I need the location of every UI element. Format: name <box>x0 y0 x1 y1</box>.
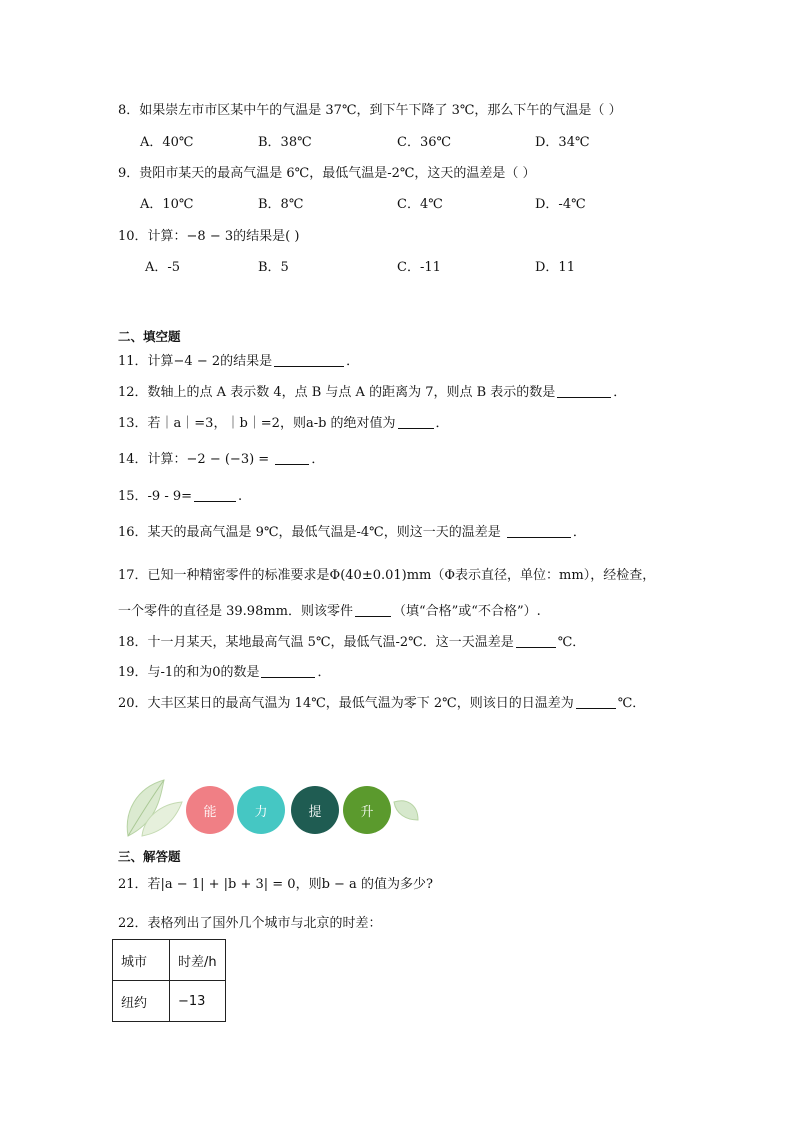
question-8: 8．如果崇左市市区某中午的气温是 37℃，到下午下降了 3℃，那么下午的气温是（ ） <box>118 103 622 118</box>
q12-text: 12．数轴上的点 A 表示数 4，点 B 与点 A 的距离为 7，则点 B 表示的数是 <box>118 385 556 400</box>
q19-text: 19．与-1的和为0的数是 <box>118 665 260 680</box>
q16-end: ． <box>572 525 586 540</box>
q17-end: （填“合格”或“不合格”）. <box>393 604 541 619</box>
table-row <box>113 981 226 1022</box>
question-16 <box>118 524 586 542</box>
question-14 <box>118 451 324 469</box>
q12-blank[interactable] <box>557 384 611 398</box>
question-9: 9．贵阳市某天的最高气温是 6℃，最低气温是-2℃，这天的温差是（ ） <box>118 166 536 181</box>
q12-end: ． <box>613 385 627 400</box>
banner-char-4: 升 <box>360 804 374 820</box>
question-17-line-2 <box>118 603 541 621</box>
question-22: 22．表格列出了国外几个城市与北京的时差： <box>118 916 382 931</box>
q10-option-b: B．5 <box>258 260 289 275</box>
q20-text: 20．大丰区某日的最高气温为 14℃，最低气温为零下 2℃，则该日的日温差为 <box>118 696 574 711</box>
question-10: 10．计算：−8 − 3的结果是( ) <box>118 229 300 244</box>
section-title-answer: 三、解答题 <box>118 849 181 864</box>
question-11 <box>118 353 359 371</box>
q11-blank[interactable] <box>274 353 344 367</box>
q13-end: ． <box>435 416 449 431</box>
q20-blank[interactable] <box>576 695 616 709</box>
q9-option-c: C．4℃ <box>397 197 443 212</box>
banner-char-1: 能 <box>203 804 217 820</box>
small-leaf-icon <box>392 796 422 826</box>
question-12 <box>118 384 626 402</box>
q15-blank[interactable] <box>194 488 236 502</box>
table-header-cell: 城市 <box>113 940 170 981</box>
banner-circle-2 <box>237 786 285 834</box>
q8-option-d: D．34℃ <box>535 135 590 150</box>
q9-option-d: D．-4℃ <box>535 197 586 212</box>
q16-text: 16．某天的最高气温是 9℃，最低气温是-4℃，则这一天的温差是 <box>118 525 505 540</box>
question-13 <box>118 415 449 433</box>
q8-option-b: B．38℃ <box>258 135 312 150</box>
section-title-fill-blank: 二、填空题 <box>118 329 181 344</box>
q18-end: ℃． <box>557 635 586 650</box>
table-header-row <box>113 940 226 981</box>
q14-text: 14．计算：−2 − (−3) = <box>118 452 274 467</box>
q18-text: 18．十一月某天，某地最高气温 5℃，最低气温-2℃．这一天温差是 <box>118 635 514 650</box>
q20-end: ℃． <box>617 696 646 711</box>
time-difference-table <box>112 939 226 1022</box>
question-19 <box>118 664 331 682</box>
table-cell-diff: −13 <box>170 981 226 1022</box>
q9-option-a: A．10℃ <box>140 197 194 212</box>
q14-blank[interactable] <box>275 451 309 465</box>
banner-circle-1 <box>186 786 234 834</box>
question-17-line-1: 17．已知一种精密零件的标准要求是Φ(40±0.01)mm（Φ表示直径，单位：mm），经检查， <box>118 568 656 583</box>
q9-option-b: B．8℃ <box>258 197 304 212</box>
q18-blank[interactable] <box>516 634 556 648</box>
table-cell-city: 纽约 <box>113 981 170 1022</box>
banner-circle-4 <box>343 786 391 834</box>
table-header-cell: 时差/h <box>170 940 226 981</box>
banner-char-3: 提 <box>308 804 322 820</box>
q15-text: 15．-9 - 9= <box>118 489 193 504</box>
q13-text: 13．若｜a｜=3，｜b｜=2，则a-b 的绝对值为 <box>118 416 396 431</box>
q10-option-c: C．-11 <box>397 260 441 275</box>
q17-blank[interactable] <box>355 603 391 617</box>
q19-blank[interactable] <box>261 664 315 678</box>
q13-blank[interactable] <box>398 415 434 429</box>
q11-text: 11．计算−4 − 2的结果是 <box>118 354 273 369</box>
q11-end: ． <box>346 354 360 369</box>
leaf-decoration-icon <box>120 776 190 838</box>
q15-end: . <box>238 489 243 504</box>
question-18 <box>118 634 585 652</box>
q14-end: ． <box>311 452 325 467</box>
q10-option-a: A．-5 <box>145 260 181 275</box>
banner-circle-3 <box>291 786 339 834</box>
q10-option-d: D．11 <box>535 260 575 275</box>
question-15 <box>118 488 242 506</box>
question-20 <box>118 695 645 713</box>
question-21: 21．若|a − 1| + |b + 3| = 0，则b − a 的值为多少? <box>118 877 433 892</box>
q8-option-c: C．36℃ <box>397 135 452 150</box>
ability-banner <box>120 776 430 838</box>
q8-option-a: A．40℃ <box>140 135 194 150</box>
banner-char-2: 力 <box>254 804 268 820</box>
q16-blank[interactable] <box>507 524 571 538</box>
q17-text: 一个零件的直径是 39.98mm．则该零件 <box>118 604 354 619</box>
q19-end: ． <box>317 665 331 680</box>
